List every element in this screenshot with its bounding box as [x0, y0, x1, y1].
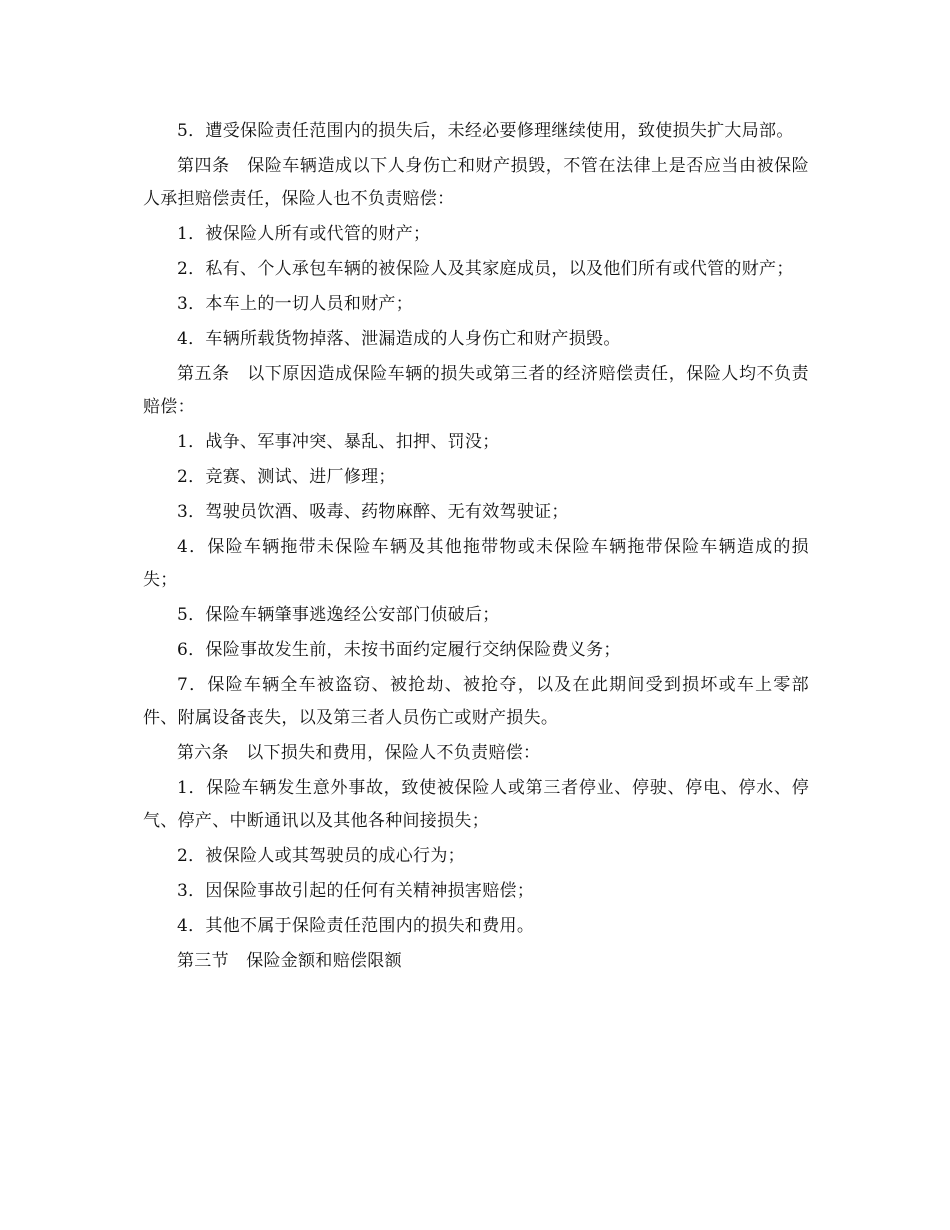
paragraph-article-5-item-6: 6．保险事故发生前，未按书面约定履行交纳保险费义务；	[177, 640, 621, 660]
paragraph-article-5-item-1: 1．战争、军事冲突、暴乱、扣押、罚没；	[177, 432, 500, 452]
paragraph-article-5: 第五条 以下原因造成保险车辆的损失或第三者的经济赔偿责任，保险人均不负责赔偿：	[143, 364, 809, 417]
paragraph-article-5-item-3: 3．驾驶员饮酒、吸毒、药物麻醉、无有效驾驶证；	[177, 502, 569, 522]
paragraph-article-6: 第六条 以下损失和费用，保险人不负责赔偿：	[177, 743, 541, 763]
paragraph-article-4-item-3: 3．本车上的一切人员和财产；	[177, 294, 414, 314]
paragraph-article-6-item-1: 1．保险车辆发生意外事故，致使被保险人或第三者停业、停驶、停电、停水、停气、停产、中断通讯以及其他各种间接损失；	[143, 778, 809, 831]
paragraph-article-6-item-3: 3．因保险事故引起的任何有关精神损害赔偿；	[177, 881, 535, 901]
paragraph-article-5-item-7: 7．保险车辆全车被盗窃、被抢劫、被抢夺，以及在此期间受到损坏或车上零部件、附属设备丧失，以及第三者人员伤亡或财产损失。	[143, 675, 809, 728]
document-body	[143, 115, 809, 980]
paragraph-article-4: 第四条 保险车辆造成以下人身伤亡和财产损毁，不管在法律上是否应当由被保险人承担赔偿责任，保险人也不负责赔偿：	[143, 156, 809, 209]
section-heading-3: 第三节 保险金额和赔偿限额	[177, 951, 402, 971]
paragraph-article-4-item-4: 4．车辆所载货物掉落、泄漏造成的人身伤亡和财产损毁。	[177, 329, 621, 349]
paragraph-article-5-item-5: 5．保险车辆肇事逃逸经公安部门侦破后；	[177, 605, 500, 625]
paragraph-article-5-item-4: 4．保险车辆拖带未保险车辆及其他拖带物或未保险车辆拖带保险车辆造成的损失；	[143, 537, 809, 590]
paragraph-article-4-item-2: 2．私有、个人承包车辆的被保险人及其家庭成员，以及他们所有或代管的财产；	[177, 259, 794, 279]
paragraph-article-5-item-2: 2．竞赛、测试、进厂修理；	[177, 467, 396, 487]
paragraph-clause-item-5-loss-expansion: 5．遭受保险责任范围内的损失后，未经必要修理继续使用，致使损失扩大局部。	[177, 121, 794, 141]
paragraph-article-4-item-1: 1．被保险人所有或代管的财产；	[177, 224, 431, 244]
paragraph-article-6-item-2: 2．被保险人或其驾驶员的成心行为；	[177, 846, 465, 866]
paragraph-article-6-item-4: 4．其他不属于保险责任范围内的损失和费用。	[177, 916, 535, 936]
